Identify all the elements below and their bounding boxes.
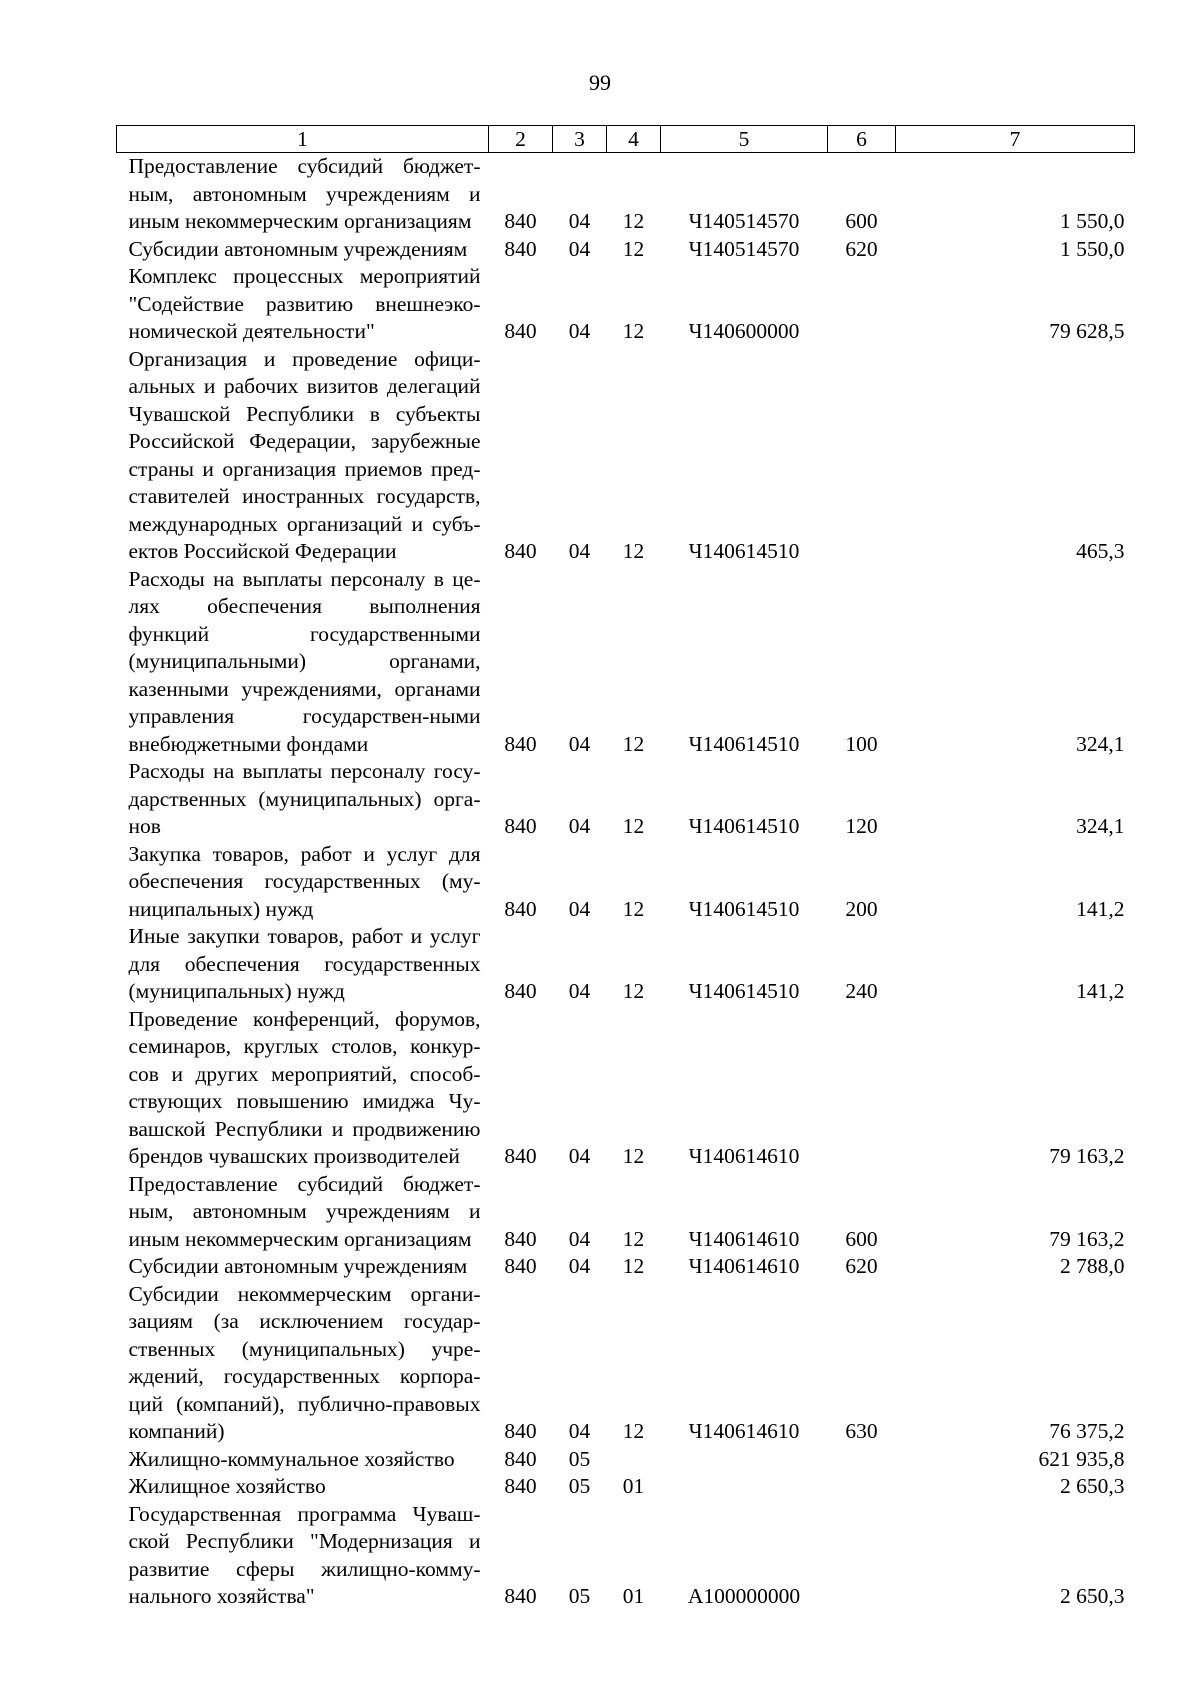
row-col-7: 76 375,2 <box>1049 1419 1125 1443</box>
row-col-7: 2 650,3 <box>1060 1474 1125 1498</box>
row-col-3: 04 <box>568 731 591 756</box>
row-col-2: 840 <box>504 209 537 233</box>
page-number: 99 <box>589 70 611 95</box>
row-col-4: 12 <box>622 979 645 1003</box>
row-col-2: 840 <box>504 814 537 838</box>
row-col-7: 79 163,2 <box>1049 1226 1125 1251</box>
row-col-3: 04 <box>568 979 591 1003</box>
row-col-4: 01 <box>622 1474 645 1498</box>
row-col-3: 05 <box>568 1584 591 1608</box>
row-name: Государственная программа Чуваш-ской Республики "Модернизация и развитие сферы жилищно-комму-нального хозяйства" <box>128 1501 481 1608</box>
row-col-7: 1 550,0 <box>1060 209 1125 233</box>
row-col-5: Ч140614610 <box>688 1419 800 1443</box>
row-col-2: 840 <box>504 319 537 343</box>
row-col-3: 04 <box>568 896 591 921</box>
header-col-3: 3 <box>553 126 607 153</box>
row-col-6: 200 <box>845 896 878 921</box>
row-col-6 <box>828 263 896 346</box>
row-col-6: 600 <box>845 1226 878 1251</box>
row-col-6: 600 <box>845 209 878 233</box>
row-name: Расходы на выплаты персоналу госу-дарственных (муниципальных) орга-нов <box>128 759 481 838</box>
row-col-3: 04 <box>568 814 591 838</box>
row-col-5: Ч140614510 <box>688 814 800 838</box>
row-col-5: Ч140514570 <box>688 236 800 261</box>
table-row <box>117 236 1135 264</box>
row-col-2: 840 <box>504 1446 537 1471</box>
row-col-5: Ч140614510 <box>688 539 800 563</box>
row-col-2: 840 <box>504 1144 537 1168</box>
table-body <box>117 153 1135 1611</box>
row-name: Закупка товаров, работ и услуг для обеспечения государственных (му-ниципальных) нужд <box>128 841 481 921</box>
row-name: Организация и проведение офици-альных и рабочих визитов делегаций Чувашской Республики в субъекты Российской Федерации, зарубежные страны и организация приемов пред-ставителей иностранных государств, международных организаций и субъ-ектов Российской Федерации <box>128 346 481 563</box>
row-col-3: 04 <box>568 539 591 563</box>
row-col-5: А100000000 <box>687 1584 801 1608</box>
table-row <box>117 1446 1135 1474</box>
row-col-4: 12 <box>622 1254 645 1278</box>
row-col-2: 840 <box>504 1226 537 1251</box>
table-row <box>117 263 1135 346</box>
row-name: Жилищное хозяйство <box>128 1474 326 1498</box>
row-col-2: 840 <box>504 539 537 563</box>
row-col-6: 100 <box>845 731 878 756</box>
row-col-5: Ч140514570 <box>688 209 800 233</box>
table-row <box>117 1006 1135 1171</box>
row-col-3: 04 <box>568 1419 591 1443</box>
row-col-7: 2 650,3 <box>1060 1584 1125 1608</box>
row-col-2: 840 <box>504 979 537 1003</box>
header-col-7: 7 <box>896 126 1135 153</box>
header-col-4: 4 <box>607 126 661 153</box>
row-name: Предоставление субсидий бюджет-ным, автономным учреждениям и иным некоммерческим организациям <box>128 1171 481 1251</box>
row-col-6 <box>828 1446 896 1474</box>
row-col-6 <box>828 1006 896 1171</box>
row-col-3: 04 <box>568 1254 591 1278</box>
row-col-2: 840 <box>504 1584 537 1608</box>
table-row <box>117 1501 1135 1611</box>
row-col-2: 840 <box>504 731 537 756</box>
row-col-4: 12 <box>622 539 645 563</box>
row-col-6: 120 <box>845 814 878 838</box>
row-col-3: 05 <box>568 1446 591 1471</box>
header-col-1: 1 <box>117 126 489 153</box>
row-col-2: 840 <box>504 1419 537 1443</box>
row-name: Предоставление субсидий бюджет-ным, автономным учреждениям и иным некоммерческим организациям <box>128 154 481 233</box>
row-col-4: 12 <box>622 1419 645 1443</box>
row-col-5: Ч140614510 <box>688 896 800 921</box>
budget-table <box>116 125 1135 1611</box>
row-col-6: 240 <box>845 979 878 1003</box>
table-row <box>117 923 1135 1006</box>
row-col-7: 79 163,2 <box>1049 1144 1125 1168</box>
row-col-2: 840 <box>504 1254 537 1278</box>
table-row <box>117 1253 1135 1281</box>
table-row <box>117 1473 1135 1501</box>
row-name: Иные закупки товаров, работ и услуг для обеспечения государственных (муниципальных) нужд <box>128 924 481 1003</box>
row-col-4: 12 <box>622 731 645 756</box>
row-name: Расходы на выплаты персоналу в це-лях обеспечения выполнения функций государственными (муниципальными) органами, казенными учреждениями, органами управления государствен-ными внебюджетными фондами <box>128 566 481 756</box>
row-name: Проведение конференций, форумов, семинаров, круглых столов, конкур-сов и других мероприятий, способ-ствующих повышению имиджа Чу-вашской Республики и продвижению брендов чувашских производителей <box>128 1006 481 1168</box>
table-row <box>117 1171 1135 1254</box>
row-col-7: 141,2 <box>1076 896 1125 921</box>
row-col-6: 630 <box>845 1419 878 1443</box>
table-row <box>117 758 1135 841</box>
row-name: Субсидии автономным учреждениям <box>128 236 468 261</box>
table-row <box>117 841 1135 924</box>
row-col-7: 465,3 <box>1076 539 1125 563</box>
row-col-5: Ч140614610 <box>688 1144 800 1168</box>
row-col-5: Ч140614510 <box>688 731 800 756</box>
row-col-7: 621 935,8 <box>1038 1446 1125 1471</box>
row-col-5: Ч140614610 <box>688 1226 800 1251</box>
row-name: Субсидии автономным учреждениям <box>128 1254 468 1278</box>
header-col-6: 6 <box>828 126 896 153</box>
row-col-6 <box>828 1473 896 1501</box>
row-col-6: 620 <box>845 1254 878 1278</box>
row-name: Субсидии некоммерческим органи-зациям (за исключением государ-ственных (муниципальных) учре-ждений, государственных корпора-ций (компаний), публично-правовых компаний) <box>128 1281 481 1443</box>
row-col-7: 324,1 <box>1076 731 1125 756</box>
row-col-4: 12 <box>622 896 645 921</box>
table-row <box>117 153 1135 236</box>
table-row <box>117 566 1135 759</box>
row-col-2: 840 <box>504 236 537 261</box>
row-name: Жилищно-коммунальное хозяйство <box>128 1446 455 1471</box>
row-col-3: 04 <box>568 1144 591 1168</box>
header-col-5: 5 <box>661 126 828 153</box>
row-col-4 <box>607 1446 661 1474</box>
row-col-5 <box>661 1473 828 1501</box>
row-col-5: Ч140614610 <box>688 1254 800 1278</box>
row-col-2: 840 <box>504 1474 537 1498</box>
row-col-3: 04 <box>568 209 591 233</box>
row-col-4: 12 <box>622 236 645 261</box>
header-col-2: 2 <box>489 126 553 153</box>
row-col-4: 12 <box>622 319 645 343</box>
row-col-6 <box>828 1501 896 1611</box>
row-col-7: 324,1 <box>1076 814 1125 838</box>
row-col-3: 05 <box>568 1474 591 1498</box>
row-col-7: 1 550,0 <box>1060 236 1125 261</box>
row-col-6 <box>828 346 896 566</box>
header-row <box>117 126 1135 153</box>
row-col-2: 840 <box>504 896 537 921</box>
row-col-3: 04 <box>568 236 591 261</box>
row-col-4: 12 <box>622 209 645 233</box>
row-col-5: Ч140614510 <box>688 979 800 1003</box>
row-col-6: 620 <box>845 236 878 261</box>
row-col-5: Ч140600000 <box>688 319 800 343</box>
row-col-7: 2 788,0 <box>1060 1254 1125 1278</box>
row-col-3: 04 <box>568 319 591 343</box>
row-col-7: 141,2 <box>1076 979 1125 1003</box>
row-col-7: 79 628,5 <box>1049 319 1125 343</box>
table-row <box>117 346 1135 566</box>
row-col-4: 12 <box>622 1226 645 1251</box>
row-col-4: 12 <box>622 1144 645 1168</box>
row-col-4: 01 <box>622 1584 645 1608</box>
row-col-3: 04 <box>568 1226 591 1251</box>
table-row <box>117 1281 1135 1446</box>
row-name: Комплекс процессных мероприятий "Содействие развитию внешнеэко-номической деятельности" <box>128 264 481 343</box>
row-col-5 <box>661 1446 828 1474</box>
row-col-4: 12 <box>622 814 645 838</box>
